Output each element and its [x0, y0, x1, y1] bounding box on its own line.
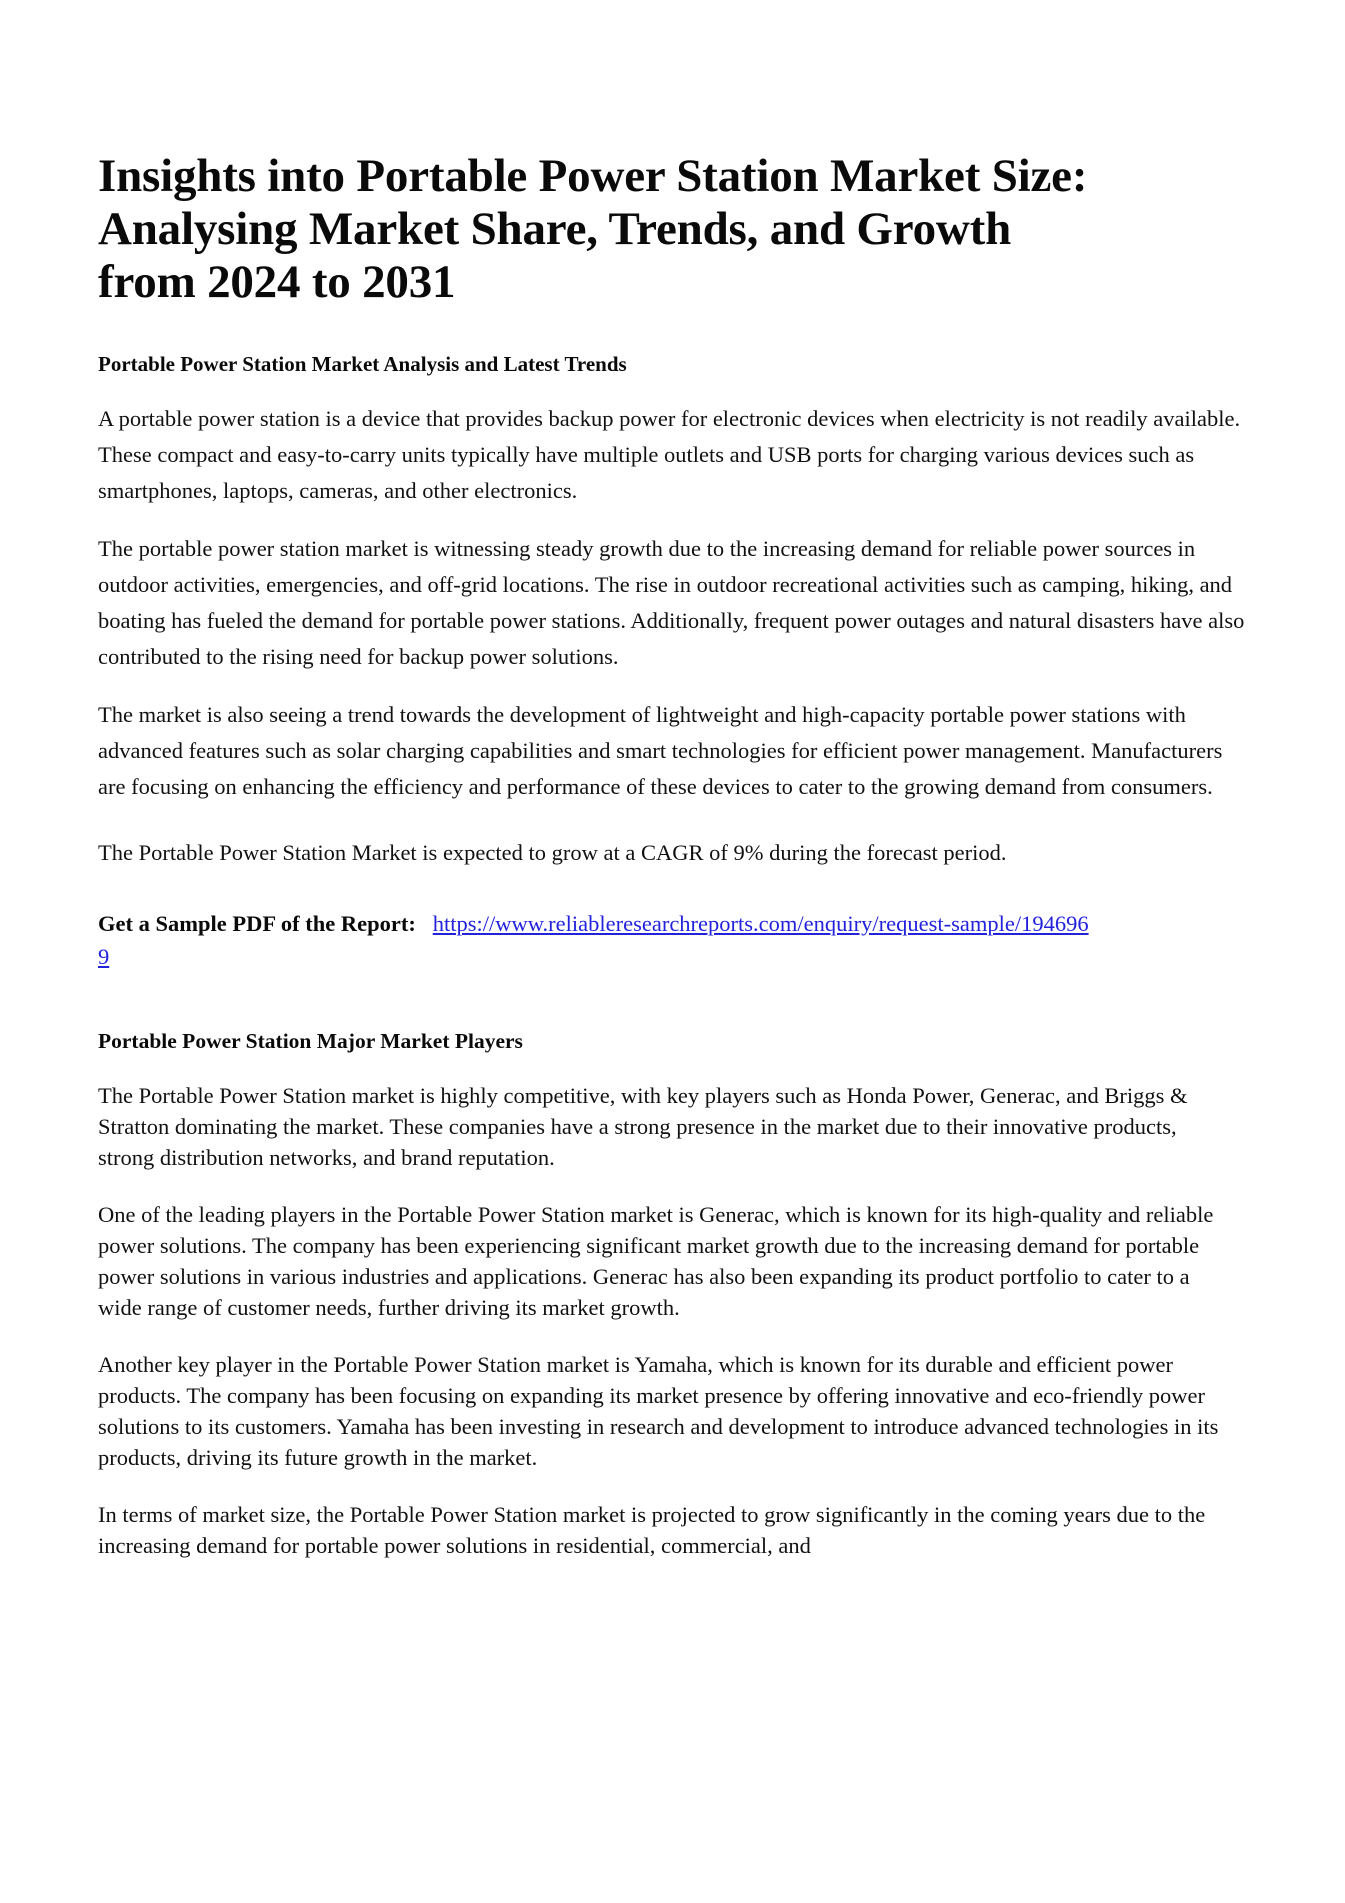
- paragraph-generac: One of the leading players in the Portable Power Station market is Generac, which is known for its high-quality and reliable power solutions. The company has been experiencing significant market growth due to the increasing demand for portable power solutions in various industries and applications. Generac has also been expanding its product portfolio to cater to a wide range of customer needs, further driving its market growth.: [98, 1201, 1214, 1320]
- paragraph-market-trend: The market is also seeing a trend towards the development of lightweight and high-capacity portable power stations with advanced features such as solar charging capabilities and smart technologies for efficient power management. Manufacturers are focusing on enhancing the efficiency and performance of these devices to cater to the growing demand from consumers.: [98, 701, 1223, 799]
- paragraph-definition: A portable power station is a device that provides backup power for electronic devices when electricity is not readily available. These compact and easy-to-carry units typically have multiple outlets and USB ports for charging various devices such as smartphones, laptops, cameras, and other electronics.: [98, 405, 1241, 503]
- section-heading-major-players: Portable Power Station Major Market Players: [98, 1028, 523, 1053]
- sample-pdf-link[interactable]: https://www.reliableresearchreports.com/enquiry/request-sample/1946969: [98, 910, 1089, 969]
- sample-pdf-cta: [98, 907, 1098, 973]
- section-spacer: [98, 973, 1245, 1029]
- paragraph-market-size: In terms of market size, the Portable Power Station market is projected to grow significantly in the coming years due to the increasing demand for portable power solutions in residential, commercial, and: [98, 1501, 1206, 1558]
- paragraph-competitive-landscape: The Portable Power Station market is highly competitive, with key players such as Honda Power, Generac, and Briggs & Stratton dominating the market. These companies have a strong presence in the market due to their innovative products, strong distribution networks, and brand reputation.: [98, 1082, 1188, 1170]
- page-title: Insights into Portable Power Station Market Size: Analysing Market Share, Trends, and Growth from 2024 to 2031: [98, 150, 1088, 309]
- section-heading-market-analysis: Portable Power Station Market Analysis and Latest Trends: [98, 352, 627, 377]
- paragraph-market-growth: The portable power station market is witnessing steady growth due to the increasing demand for reliable power sources in outdoor activities, emergencies, and off-grid locations. The rise in outdoor recreational activities such as camping, hiking, and boating has fueled the demand for portable power stations. Additionally, frequent power outages and natural disasters have also contributed to the rising need for backup power solutions.: [98, 535, 1245, 669]
- paragraph-yamaha: Another key player in the Portable Power Station market is Yamaha, which is known for its durable and efficient power products. The company has been focusing on expanding its market presence by offering innovative and eco-friendly power solutions to its customers. Yamaha has been investing in research and development to introduce advanced technologies in its products, driving its future growth in the market.: [98, 1351, 1219, 1470]
- paragraph-cagr: The Portable Power Station Market is expected to grow at a CAGR of 9% during the forecast period.: [98, 839, 1007, 865]
- sample-pdf-label: Get a Sample PDF of the Report:: [98, 910, 416, 936]
